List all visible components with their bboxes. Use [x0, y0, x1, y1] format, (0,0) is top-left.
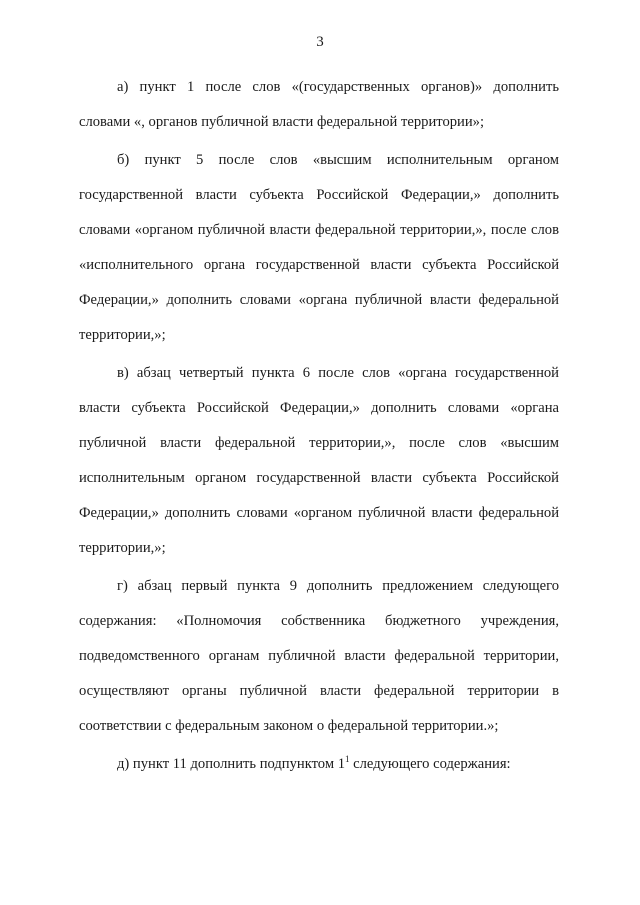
paragraph-b: б) пункт 5 после слов «высшим исполнительным органом государственной власти субъекта Российской Федерации,» дополнить словами «органом публичной власти федеральной территории,», после слов «исполнительного органа государственной власти субъекта Российской Федерации,» дополнить словами «органа публичной власти федеральной территории,»; — [79, 152, 559, 343]
document-body — [79, 70, 559, 785]
paragraph-d-text-before: д) пункт 11 дополнить подпунктом 1 — [117, 756, 346, 772]
paragraph-d-text-after: следующего содержания: — [349, 756, 511, 772]
paragraph-a: а) пункт 1 после слов «(государственных органов)» дополнить словами «, органов публичной власти федеральной территории»; — [79, 79, 559, 130]
paragraph-d — [79, 747, 559, 782]
paragraph-d-superscript: 1 — [345, 754, 350, 764]
page-number: 3 — [316, 34, 324, 50]
paragraph-v: в) абзац четвертый пункта 6 после слов «органа государственной власти субъекта Российской Федерации,» дополнить словами «органа публичной власти федеральной территории,», после слов «высшим исполнительным органом государственной власти субъекта Российской Федерации,» дополнить словами «органом публичной власти федеральной территории,»; — [79, 365, 559, 556]
paragraph-g: г) абзац первый пункта 9 дополнить предложением следующего содержания: «Полномочия собственника бюджетного учреждения, подведомственного органам публичной власти федеральной территории, осуществляют органы публичной власти федеральной территории в соответствии с федеральным законом о федеральной территории.»; — [79, 578, 559, 734]
